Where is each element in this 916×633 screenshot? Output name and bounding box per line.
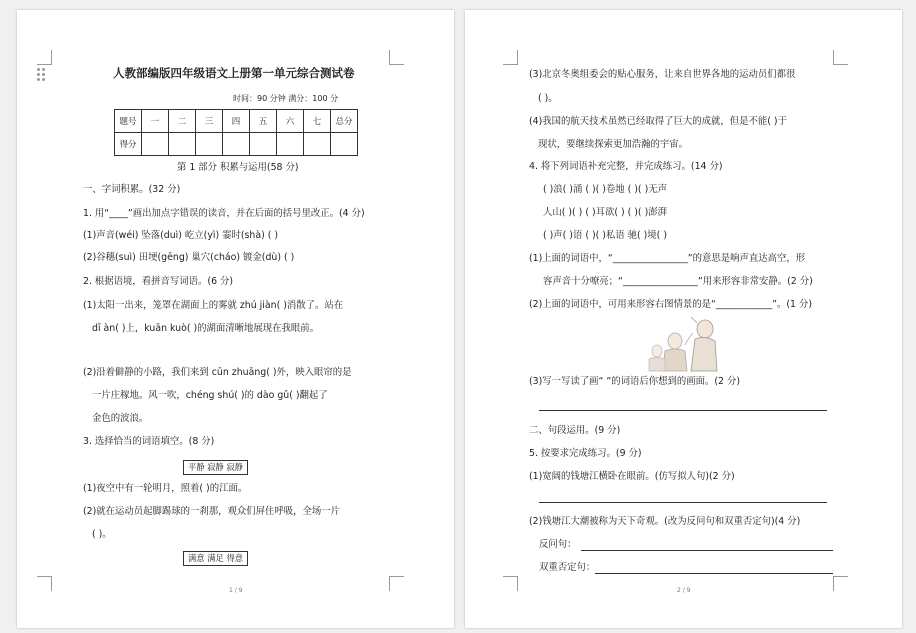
- table-cell: 二: [169, 110, 196, 133]
- question-text: dī àn( )上，kuān kuò( )的湖面清晰地展现在我眼前。: [92, 323, 320, 334]
- crop-mark: [389, 50, 404, 65]
- table-cell: [169, 133, 196, 156]
- question-text: (1)宽阔的钱塘江横卧在眼前。(仿写拟人句)(2 分): [529, 471, 735, 482]
- word-choice-box: 满意 满足 得意: [183, 551, 248, 566]
- crop-mark: [503, 576, 518, 591]
- answer-label: 双重否定句：: [539, 562, 596, 573]
- question-text: (2)就在运动员起脚踢球的一刹那，观众们屏住呼吸，全场一片: [83, 506, 341, 517]
- table-cell: 题号: [115, 110, 142, 133]
- page-number: 1 / 9: [229, 587, 243, 594]
- crop-mark: [389, 576, 404, 591]
- question-text: (4)我国的航天技术虽然已经取得了巨大的成就，但是不能( )于: [529, 116, 787, 127]
- question-text: ( )。: [92, 529, 112, 540]
- question-text: 2. 根据语境，看拼音写词语。(6 分): [83, 276, 234, 287]
- crop-mark: [833, 50, 848, 65]
- question-text: 4. 将下列词语补充完整，并完成练习。(14 分): [529, 161, 723, 172]
- crop-mark: [833, 576, 848, 591]
- question-text: (2)沿着僻静的小路，我们来到 cūn zhuāng( )外，映入眼帘的是: [83, 367, 352, 378]
- answer-line[interactable]: [539, 502, 827, 503]
- question-text: 1. 用“____”画出加点字错误的读音，并在后面的括号里改正。(4 分): [83, 208, 365, 219]
- word-choice-box: 平静 寂静 寂静: [183, 460, 248, 475]
- part-heading: 第 1 部分 积累与运用(58 分): [177, 162, 299, 173]
- idiom-row: 人山( )( ) ( )耳欲( ) ( )( )澎湃: [543, 207, 667, 218]
- crop-mark: [37, 50, 52, 65]
- answer-line[interactable]: [595, 573, 833, 574]
- table-cell: 七: [304, 110, 331, 133]
- answer-label: 反问句：: [539, 539, 577, 550]
- idiom-row: ( )声( )语 ( )( )私语 驰( )境( ): [543, 230, 667, 241]
- table-cell: 得分: [115, 133, 142, 156]
- question-text: (1)夜空中有一轮明月，照着( )的江面。: [83, 483, 248, 494]
- question-text: (3)写一写读了画“ ”的词语后你想到的画面。(2 分): [529, 376, 740, 387]
- page-title: 人教部编版四年级语文上册第一单元综合测试卷: [113, 66, 355, 80]
- question-text: 现状，要继续探索更加浩瀚的宇宙。: [538, 139, 689, 150]
- answer-line[interactable]: [581, 550, 833, 551]
- question-text: 3. 选择恰当的词语填空。(8 分): [83, 436, 215, 447]
- table-cell: [196, 133, 223, 156]
- table-cell: [223, 133, 250, 156]
- section-heading: 二、句段运用。(9 分): [529, 425, 621, 436]
- question-text: ( )。: [538, 93, 558, 104]
- question-text: (2)上面的词语中，可用来形容右图情景的是“____________”。(1 分): [529, 299, 813, 310]
- people-cheering-illustration: [645, 315, 725, 373]
- crop-mark: [503, 50, 518, 65]
- document-page-2: [465, 10, 902, 628]
- question-text: (1)声音(wéi) 坠落(duì) 屹立(yì) 霎时(shà) ( ): [83, 230, 279, 241]
- drag-handle-icon[interactable]: [37, 68, 46, 82]
- table-cell: [331, 133, 358, 156]
- question-text: (3)北京冬奥组委会的贴心服务，让来自世界各地的运动员们都很: [529, 69, 796, 80]
- table-cell: [304, 133, 331, 156]
- question-text: (1)上面的词语中，“________________”的意思是响声直达高空，形: [529, 253, 806, 264]
- question-text: 金色的波浪。: [92, 413, 149, 424]
- score-table: [114, 109, 358, 156]
- question-text: 一片庄稼地。风一吹，chéng shú( )的 dào gǔ( )翻起了: [92, 390, 328, 401]
- page-number: 2 / 9: [677, 587, 691, 594]
- document-page-1: [17, 10, 454, 628]
- table-cell: [142, 133, 169, 156]
- table-cell: 总分: [331, 110, 358, 133]
- table-cell: 六: [277, 110, 304, 133]
- time-info: 时间：90 分钟 满分：100 分: [233, 94, 339, 103]
- question-text: 5. 按要求完成练习。(9 分): [529, 448, 642, 459]
- idiom-row: ( )浪( )涌 ( )( )卷地 ( )( )无声: [543, 184, 667, 195]
- table-cell: 五: [250, 110, 277, 133]
- answer-line[interactable]: [539, 410, 827, 411]
- question-text: (2)谷穗(suì) 田埂(gēng) 巢穴(cháo) 镀金(dù) ( ): [83, 252, 295, 263]
- table-row: [115, 110, 358, 133]
- question-text: (1)太阳一出来，笼罩在湖面上的雾就 zhú jiàn( )消散了。站在: [83, 300, 344, 311]
- table-row: [115, 133, 358, 156]
- table-cell: 一: [142, 110, 169, 133]
- crop-mark: [37, 576, 52, 591]
- question-text: 容声音十分嘹亮；“________________”用来形容非常安静。(2 分): [543, 276, 813, 287]
- table-cell: [277, 133, 304, 156]
- table-cell: 三: [196, 110, 223, 133]
- table-cell: [250, 133, 277, 156]
- section-heading: 一、字词积累。(32 分): [83, 184, 181, 195]
- question-text: (2)钱塘江大潮被称为天下奇观。(改为反问句和双重否定句)(4 分): [529, 516, 801, 527]
- table-cell: 四: [223, 110, 250, 133]
